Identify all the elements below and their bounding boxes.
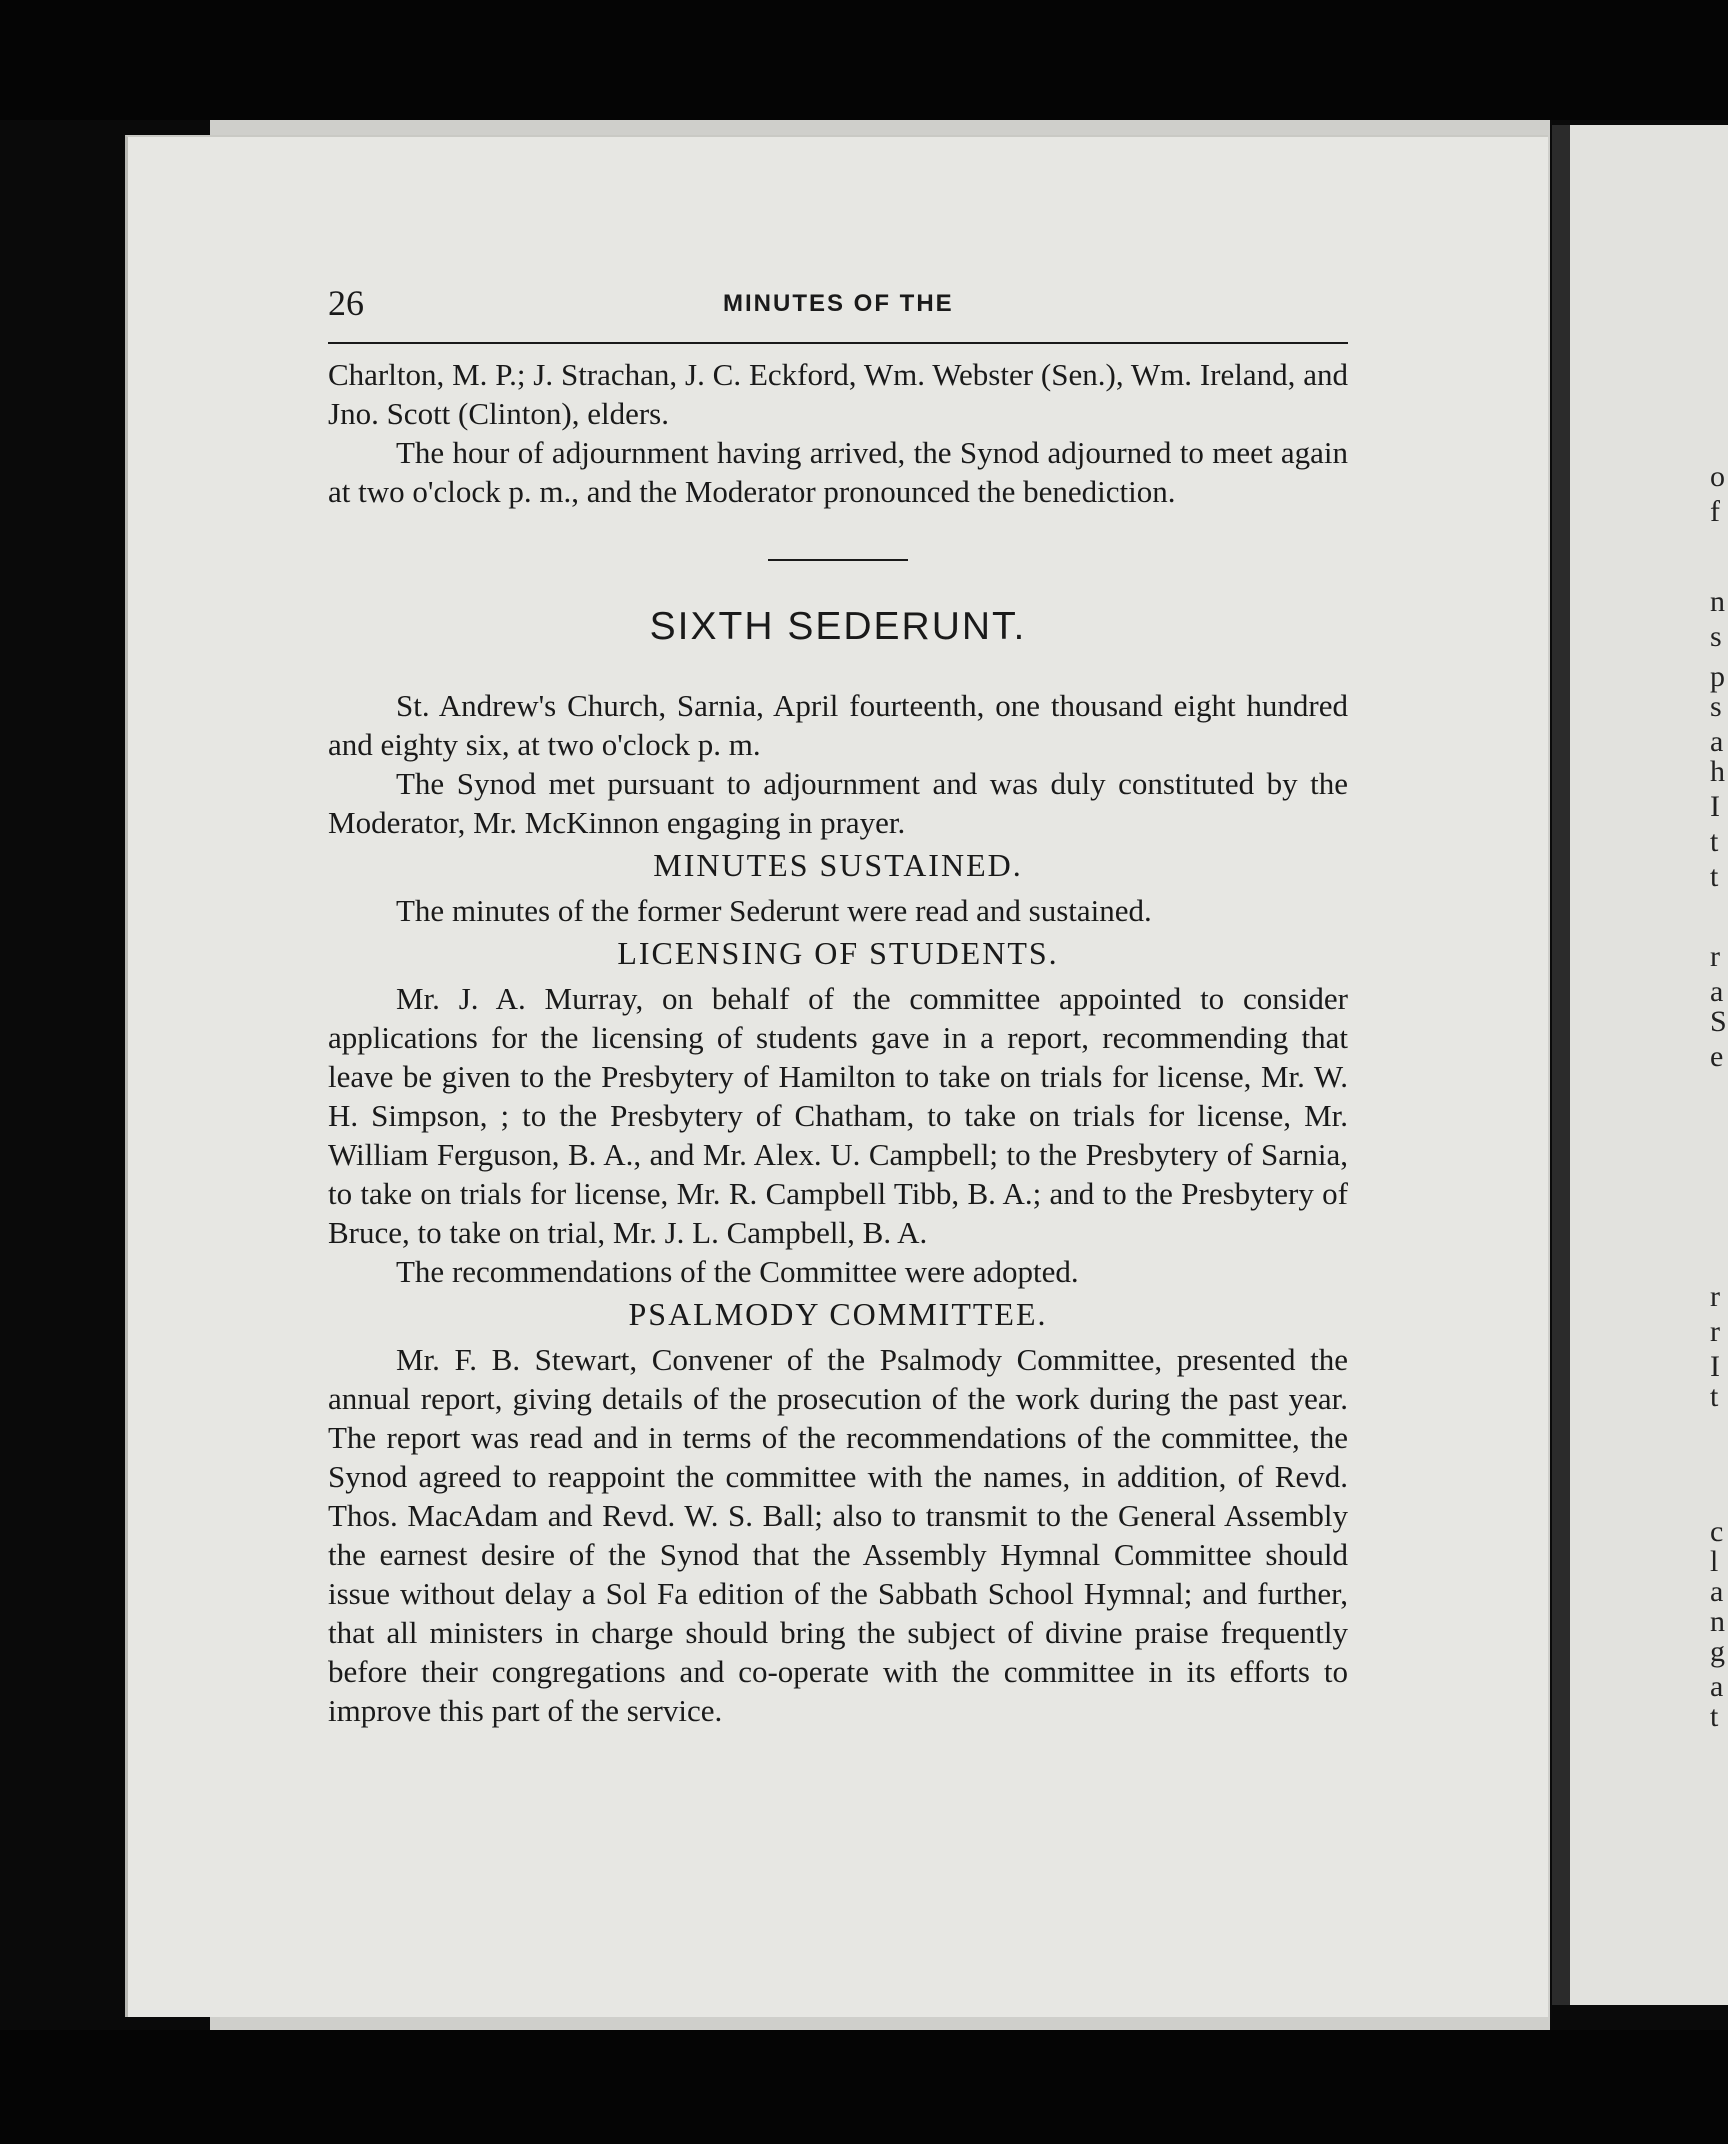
page-body bbox=[328, 355, 1348, 1730]
facing-page-fragment: r bbox=[1710, 1315, 1720, 1348]
sederunt-title: SIXTH SEDERUNT. bbox=[649, 605, 1027, 648]
licensing-adopted-paragraph: The recommendations of the Committee were adopted. bbox=[396, 1254, 1079, 1289]
continuation-paragraph: Charlton, M. P.; J. Strachan, J. C. Eckford, Wm. Webster (Sen.), Wm. Ireland, and Jno. Scott (Clinton), elders. bbox=[328, 357, 1348, 431]
book-page bbox=[125, 135, 1548, 2017]
facing-page-fragment: s bbox=[1710, 620, 1722, 653]
minutes-sustained-heading: MINUTES SUSTAINED. bbox=[653, 847, 1023, 883]
licensing-heading: LICENSING OF STUDENTS. bbox=[617, 935, 1059, 971]
facing-page-fragment: a bbox=[1710, 975, 1724, 1008]
facing-page-fragment: t bbox=[1710, 825, 1719, 858]
header-rule bbox=[328, 342, 1348, 344]
scan-background-top bbox=[0, 0, 1728, 120]
minutes-sustained-paragraph: The minutes of the former Sederunt were read and sustained. bbox=[396, 893, 1152, 928]
facing-page-fragment: p bbox=[1710, 660, 1725, 693]
book-gutter bbox=[1552, 125, 1570, 2005]
facing-page-fragment: s bbox=[1710, 690, 1722, 723]
facing-page-edge bbox=[1570, 125, 1728, 2005]
facing-page-fragment: t bbox=[1710, 1380, 1719, 1413]
facing-page-fragment: l bbox=[1710, 1545, 1719, 1578]
facing-page-fragment: a bbox=[1710, 725, 1724, 758]
facing-page-fragment: h bbox=[1710, 755, 1725, 788]
facing-page-fragment: n bbox=[1710, 1605, 1725, 1638]
facing-page-fragment: g bbox=[1710, 1635, 1725, 1668]
sederunt-constituted-paragraph: The Synod met pursuant to adjournment and was duly constituted by the Moderator, Mr. McKinnon engaging in prayer. bbox=[328, 766, 1348, 840]
facing-page-fragment: n bbox=[1710, 585, 1725, 618]
facing-page-fragment: a bbox=[1710, 1575, 1724, 1608]
page-header bbox=[328, 282, 1528, 332]
facing-page-fragment: I bbox=[1710, 790, 1720, 823]
facing-page-fragment: S bbox=[1710, 1005, 1727, 1038]
facing-page-fragment: r bbox=[1710, 940, 1720, 973]
facing-page-fragment: t bbox=[1710, 860, 1719, 893]
facing-page-fragment: I bbox=[1710, 1350, 1720, 1383]
facing-page-fragment: t bbox=[1710, 1700, 1719, 1733]
facing-page-fragment: r bbox=[1710, 1280, 1720, 1313]
adjournment-paragraph: The hour of adjournment having arrived, the Synod adjourned to meet again at two o'clock p. m., and the Moderator pronounced the benediction. bbox=[328, 435, 1348, 509]
psalmody-heading: PSALMODY COMMITTEE. bbox=[628, 1296, 1048, 1332]
running-head: MINUTES OF THE bbox=[723, 290, 954, 317]
facing-page-fragment: a bbox=[1710, 1670, 1724, 1703]
facing-page-fragment: o bbox=[1710, 460, 1725, 493]
scan-background-bottom bbox=[0, 2030, 1728, 2144]
page-number: 26 bbox=[328, 283, 364, 323]
facing-page-fragment: f bbox=[1710, 495, 1720, 528]
licensing-paragraph: Mr. J. A. Murray, on behalf of the committee appointed to consider applications for the licensing of students gave in a report, recommending that leave be given to the Presbytery of Hamilton to take on trials for license, Mr. W. H. Simpson, ; to the Presbytery of Chatham, to take on trials for license, Mr. William Ferguson, B. A., and Mr. Alex. U. Campbell; to the Presbytery of Sarnia, to take on trials for license, Mr. R. Campbell Tibb, B. A.; and to the Presbytery of Bruce, to take on trial, Mr. J. L. Campbell, B. A. bbox=[328, 981, 1348, 1250]
psalmody-paragraph: Mr. F. B. Stewart, Convener of the Psalmody Committee, presented the annual report, giving details of the prosecution of the work during the past year. The report was read and in terms of the recommendations of the committee, the Synod agreed to reappoint the committee with the names, in addition, of Revd. Thos. MacAdam and Revd. W. S. Ball; also to transmit to the General Assembly the earnest desire of the Synod that the Assembly Hymnal Committee should issue without delay a Sol Fa edition of the Sabbath School Hymnal; and further, that all ministers in charge should bring the subject of divine praise frequently before their congregations and co-operate with the committee in its efforts to improve this part of the service. bbox=[328, 1342, 1348, 1728]
facing-page-fragment: e bbox=[1710, 1040, 1724, 1073]
facing-page-fragment: c bbox=[1710, 1515, 1724, 1548]
section-separator bbox=[768, 559, 908, 561]
sederunt-date-paragraph: St. Andrew's Church, Sarnia, April fourteenth, one thousand eight hundred and eighty six, at two o'clock p. m. bbox=[328, 688, 1348, 762]
